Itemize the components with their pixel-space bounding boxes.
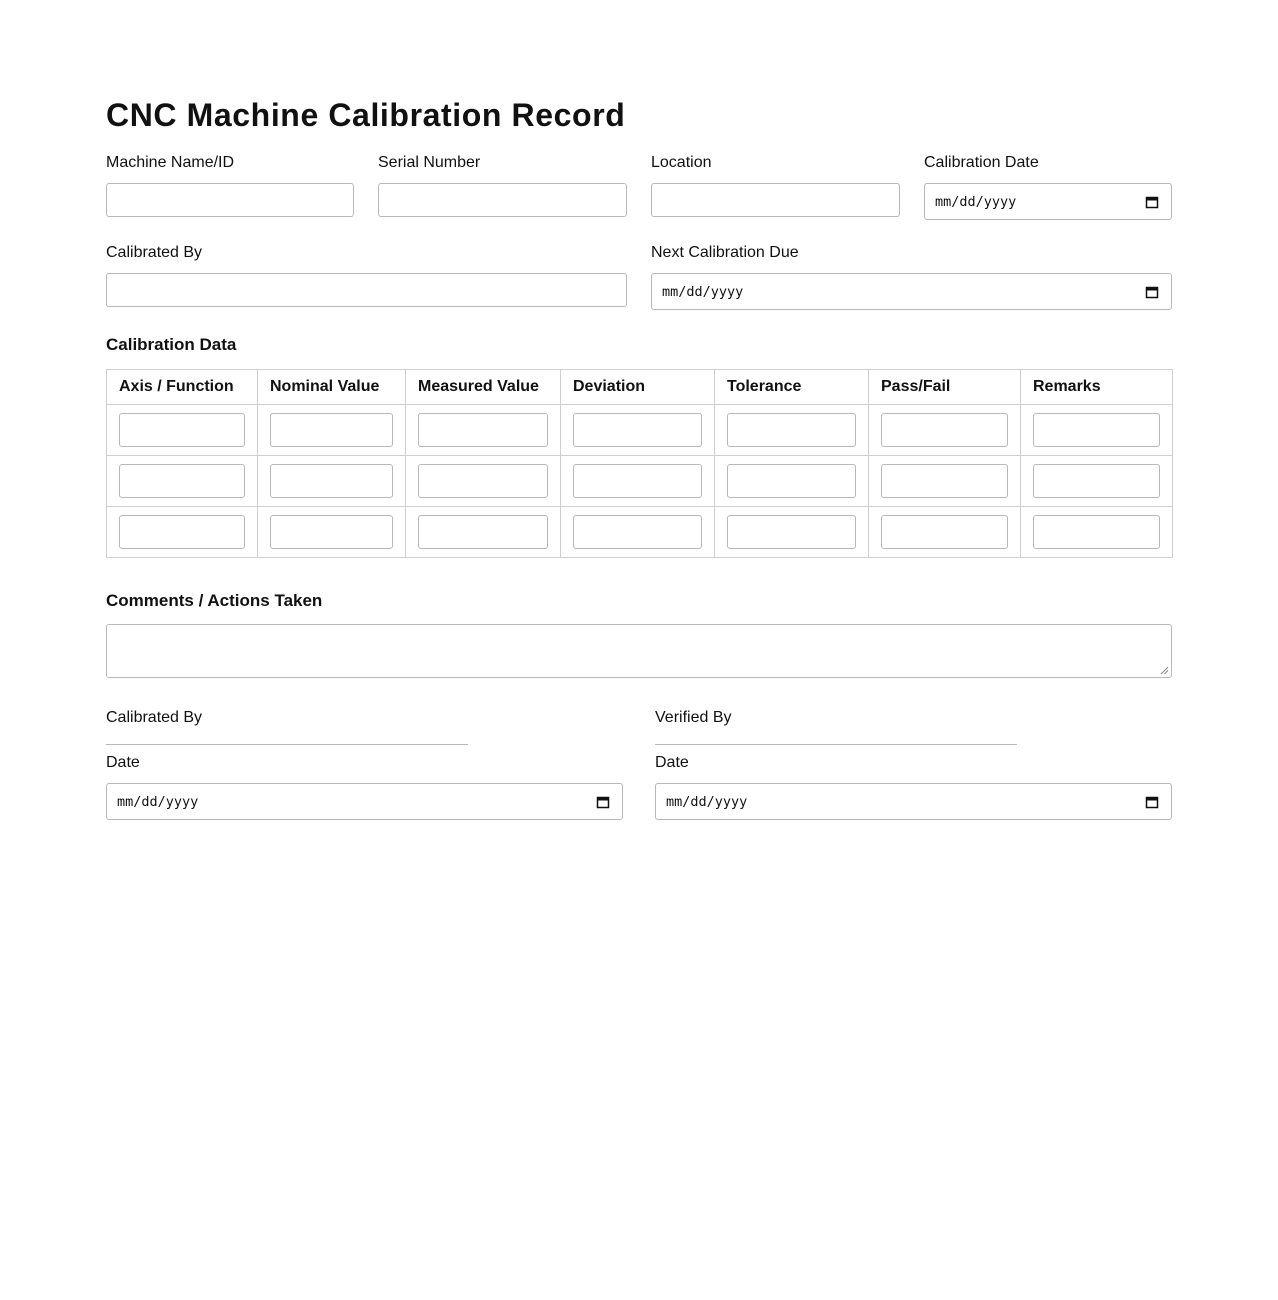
remarks-input[interactable]: [1033, 464, 1160, 498]
next-due-field: [651, 243, 1172, 310]
serial-input[interactable]: [378, 183, 627, 217]
date-placeholder: mm/dd/yyyy: [662, 283, 744, 300]
date-placeholder: mm/dd/yyyy: [117, 793, 199, 810]
location-label: Location: [651, 154, 712, 171]
calibration-date-field: [924, 153, 1172, 220]
axis-input[interactable]: [119, 413, 245, 447]
nominal-input[interactable]: [270, 515, 393, 549]
pass-fail-input[interactable]: [881, 464, 1008, 498]
tolerance-input[interactable]: [727, 413, 856, 447]
tolerance-input[interactable]: [727, 464, 856, 498]
verified-by-signature: [655, 708, 1172, 820]
date-label: Date: [655, 754, 689, 771]
pass-fail-input[interactable]: [881, 413, 1008, 447]
calibration-date-label: Calibration Date: [924, 154, 1039, 171]
location-field: [651, 153, 900, 220]
tolerance-input[interactable]: [727, 515, 856, 549]
next-due-label: Next Calibration Due: [651, 244, 799, 261]
column-header: Pass/Fail: [869, 370, 1021, 405]
next-due-input[interactable]: [651, 273, 1172, 310]
signature-line[interactable]: [655, 744, 1017, 745]
nominal-input[interactable]: [270, 464, 393, 498]
machine-field: [106, 153, 354, 220]
table-row: [107, 507, 1173, 558]
calendar-icon[interactable]: [1145, 285, 1159, 299]
remarks-input[interactable]: [1033, 515, 1160, 549]
header-row-2: [106, 243, 1172, 310]
column-header: Tolerance: [715, 370, 869, 405]
location-input[interactable]: [651, 183, 900, 217]
calendar-icon[interactable]: [1145, 795, 1159, 809]
column-header: Axis / Function: [107, 370, 258, 405]
calendar-icon[interactable]: [596, 795, 610, 809]
table-header-row: [107, 370, 1173, 405]
calibrated-by-date-input[interactable]: [106, 783, 623, 820]
date-placeholder: mm/dd/yyyy: [666, 793, 748, 810]
table-row: [107, 456, 1173, 507]
nominal-input[interactable]: [270, 413, 393, 447]
calibrated-by-field: [106, 243, 627, 310]
table-row: [107, 405, 1173, 456]
calibration-date-input[interactable]: [924, 183, 1172, 220]
signature-row: [106, 708, 1172, 820]
calibrated-by-input[interactable]: [106, 273, 627, 307]
machine-input[interactable]: [106, 183, 354, 217]
column-header: Deviation: [561, 370, 715, 405]
deviation-input[interactable]: [573, 515, 702, 549]
signature-label: Calibrated By: [106, 709, 203, 726]
calendar-icon[interactable]: [1145, 195, 1159, 209]
calibrated-by-signature: [106, 708, 623, 820]
deviation-input[interactable]: [573, 464, 702, 498]
measured-input[interactable]: [418, 413, 548, 447]
comments-title: Comments / Actions Taken: [106, 591, 323, 610]
axis-input[interactable]: [119, 515, 245, 549]
resize-grip-icon[interactable]: [1160, 666, 1169, 675]
deviation-input[interactable]: [573, 413, 702, 447]
axis-input[interactable]: [119, 464, 245, 498]
comments-textarea[interactable]: [106, 624, 1172, 678]
column-header: Remarks: [1021, 370, 1173, 405]
signature-line[interactable]: [106, 744, 468, 745]
calibrated-by-label: Calibrated By: [106, 244, 203, 261]
column-header: Measured Value: [406, 370, 561, 405]
calibration-table: [106, 369, 1173, 558]
remarks-input[interactable]: [1033, 413, 1160, 447]
serial-label: Serial Number: [378, 154, 481, 171]
page-title: CNC Machine Calibration Record: [106, 97, 626, 133]
calibration-data-title: Calibration Data: [106, 335, 237, 354]
verified-by-date-input[interactable]: [655, 783, 1172, 820]
header-row-1: [106, 153, 1172, 220]
serial-field: [378, 153, 627, 220]
measured-input[interactable]: [418, 464, 548, 498]
measured-input[interactable]: [418, 515, 548, 549]
date-placeholder: mm/dd/yyyy: [935, 193, 1017, 210]
date-label: Date: [106, 754, 140, 771]
column-header: Nominal Value: [258, 370, 406, 405]
calibration-form: [106, 0, 1172, 820]
signature-label: Verified By: [655, 709, 732, 726]
pass-fail-input[interactable]: [881, 515, 1008, 549]
machine-label: Machine Name/ID: [106, 154, 235, 171]
